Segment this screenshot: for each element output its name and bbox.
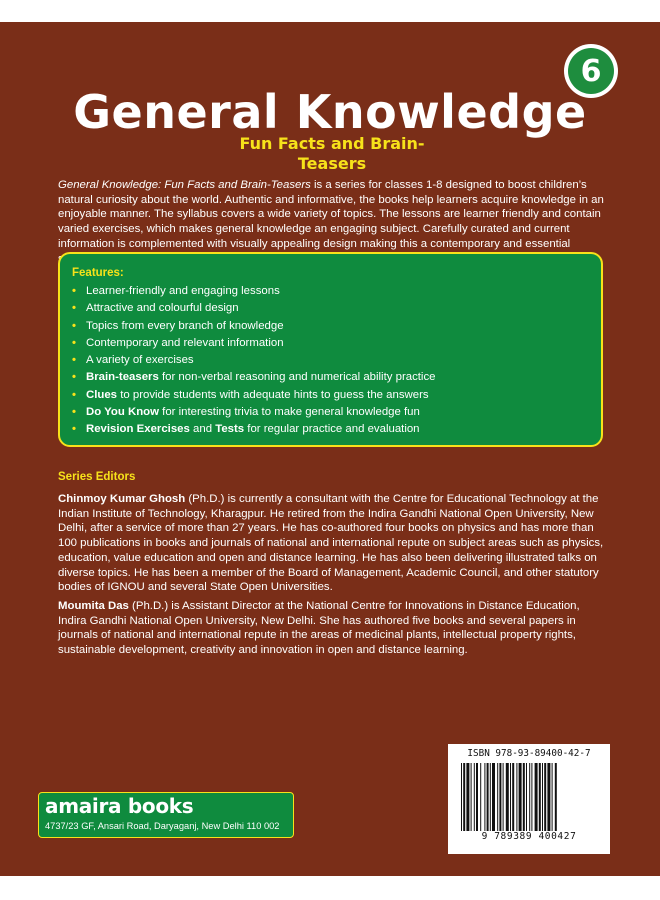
publisher-logo bbox=[38, 792, 294, 838]
isbn-label: ISBN 978-93-89400-42-7 bbox=[467, 748, 591, 759]
feature-item: • A variety of exercises bbox=[72, 354, 194, 367]
barcode-icon bbox=[459, 763, 599, 831]
editor-name: Moumita Das bbox=[58, 600, 129, 612]
feature-item: • Brain-teasers for non-verbal reasoning and numerical ability practice bbox=[72, 371, 436, 384]
book-title: General Knowledge bbox=[73, 85, 587, 139]
feature-item: • Contemporary and relevant information bbox=[72, 336, 284, 349]
features-heading: Features: bbox=[72, 267, 124, 279]
isbn-barcode bbox=[448, 744, 610, 854]
editor-bio bbox=[58, 599, 606, 658]
editor-name: Chinmoy Kumar Ghosh bbox=[58, 493, 186, 505]
feature-item: • Do You Know for interesting trivia to make general knowledge fun bbox=[72, 406, 420, 419]
feature-item: • Clues to provide students with adequate hints to guess the answers bbox=[72, 388, 429, 401]
feature-item: • Learner-friendly and engaging lessons bbox=[72, 285, 280, 297]
features-box bbox=[58, 252, 603, 447]
editor-bio-text: (Ph.D.) is Assistant Director at the National Centre for Innovations in Distance Education, Indira Gandhi National Open University, New Delhi. She has authored five books and several papers in journals of national and international repute in the areas of medicinal plants, intellectual property rights, sustainable development, creativity and innovation in open and distance learning. bbox=[58, 600, 580, 657]
publisher-address: 4737/23 GF, Ansari Road, Daryaganj, New Delhi 110 002 bbox=[45, 821, 280, 831]
editor-bio-text: (Ph.D.) is currently a consultant with the Centre for Educational Technology at the Indian Institute of Technology, Kharagpur. He retired from the Indira Gandhi National Open University, New Delhi, after a service of more than 27 years. He has co-authored four books on physics and has more than 100 publications in books and journals of national and international repute on subject areas such as physics, education, value education and open and distance learning. He has also been delivering illustrated talks on diverse topics. He has been a member of the Board of Management, Academic Council, and other statutory bodies of IGNOU and several State Open Universities. bbox=[58, 493, 604, 594]
feature-item: • Attractive and colourful design bbox=[72, 302, 239, 315]
feature-item: • Topics from every branch of knowledge bbox=[72, 319, 284, 332]
feature-item: • Revision Exercises and Tests for regular practice and evaluation bbox=[72, 423, 420, 436]
features-list bbox=[72, 283, 589, 439]
barcode-digits: 9 789389 400427 bbox=[481, 831, 577, 842]
series-description-text: is a series for classes 1-8 designed to boost children’s natural curiosity about the world. Authentic and informative, the books help learners acquire knowledge in an enjoyable manner. The syllabus covers a wide variety of topics. The lessons are learner friendly and contain varied exercises, which makes general knowledge an engaging subject. Carefully curated and current information is complemented with visually appealing design making this a contemporary and essential bbox=[58, 179, 604, 250]
book-subtitle: Fun Facts and Brain-Teasers bbox=[239, 134, 425, 173]
series-name: General Knowledge: Fun Facts and Brain-Teasers bbox=[58, 179, 311, 191]
editor-bio bbox=[58, 492, 606, 595]
grade-number: 6 bbox=[568, 48, 614, 94]
publisher-name: amaira books bbox=[45, 794, 194, 818]
series-editors-heading: Series Editors bbox=[58, 471, 136, 483]
